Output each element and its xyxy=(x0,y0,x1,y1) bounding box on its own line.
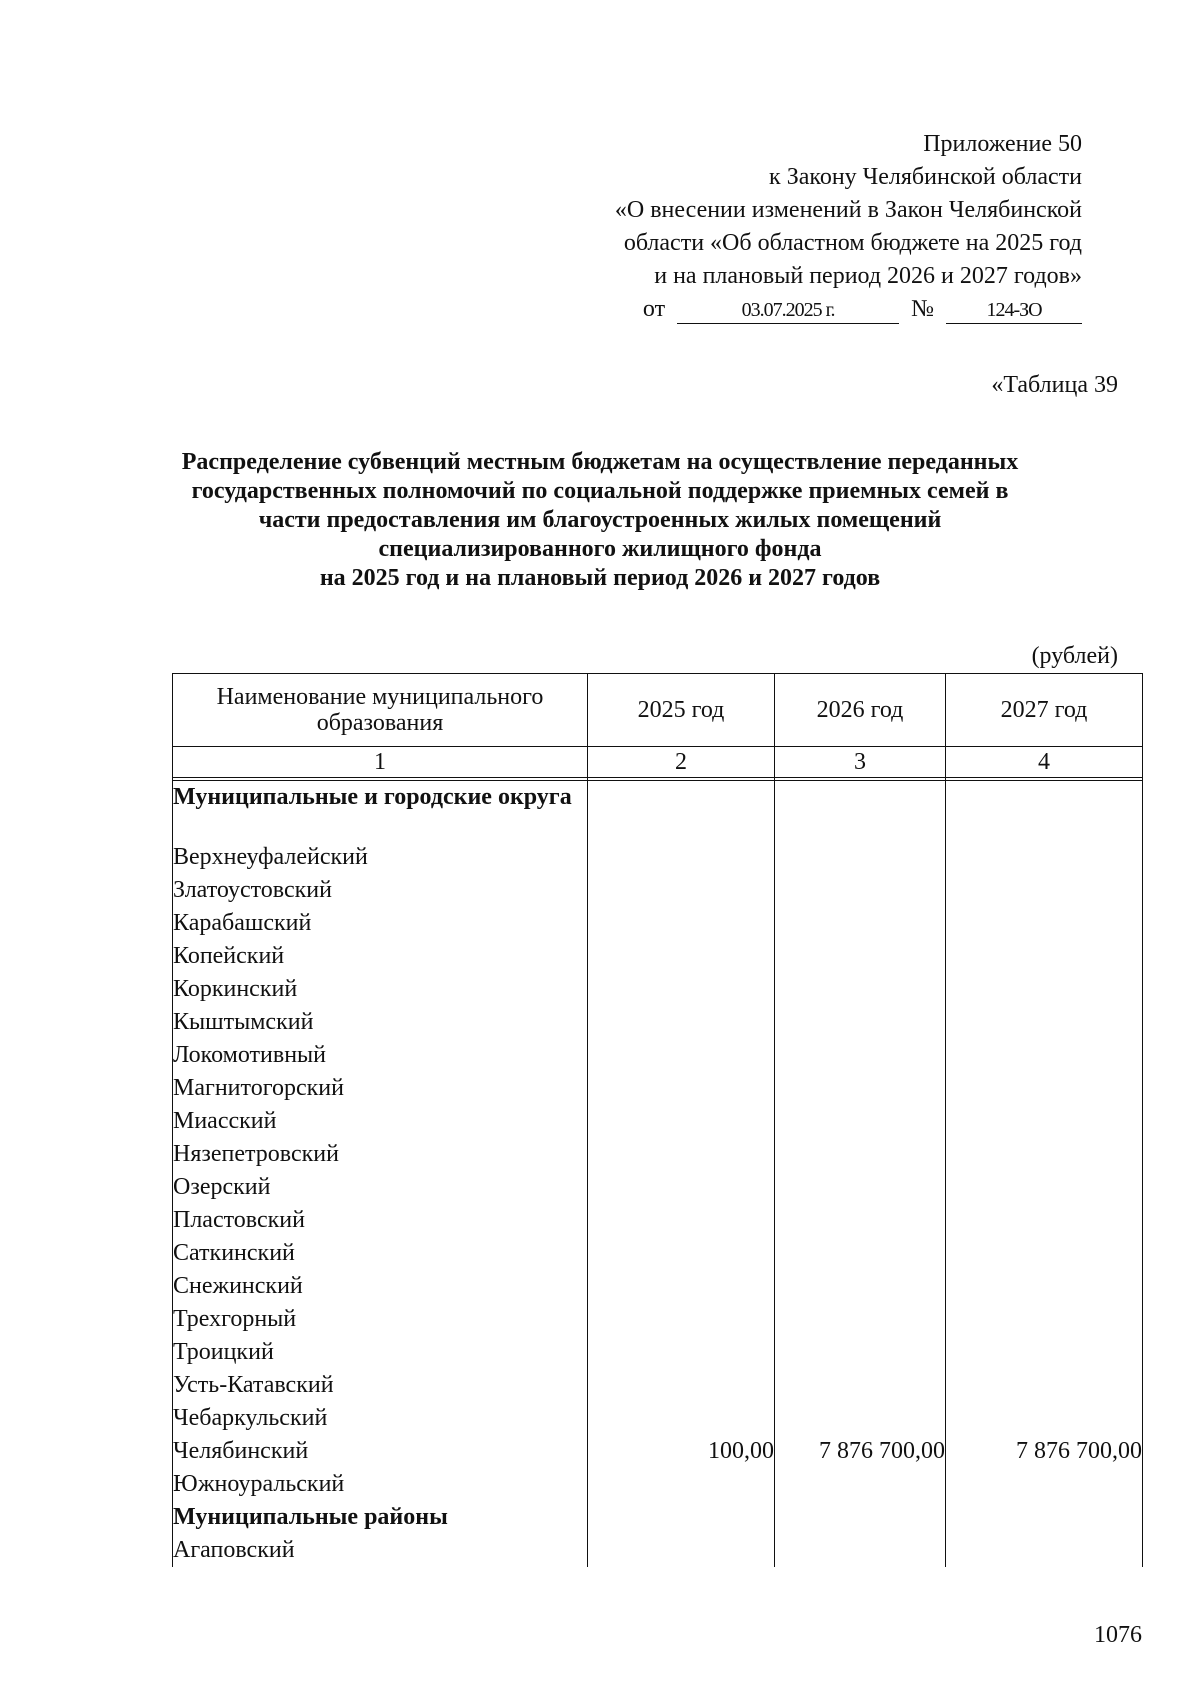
row-value xyxy=(946,907,1142,940)
law-number: 124-ЗО xyxy=(946,297,1082,324)
row-name: Карабашский xyxy=(173,910,312,936)
row-value xyxy=(588,1402,774,1435)
row-value xyxy=(588,907,774,940)
row-value xyxy=(588,1105,774,1138)
row-name: Южноуральский xyxy=(173,1471,345,1497)
names-column xyxy=(173,781,588,1568)
from-label: от xyxy=(642,296,666,322)
row-value xyxy=(588,874,774,907)
row-value xyxy=(946,1006,1142,1039)
row-value xyxy=(775,1006,945,1039)
row-value xyxy=(775,1402,945,1435)
row-name: Копейский xyxy=(173,943,285,969)
row-value xyxy=(588,1039,774,1072)
col-number: 4 xyxy=(946,747,1143,778)
row-name: Озерский xyxy=(173,1174,271,1200)
values-2025-column xyxy=(588,781,775,1568)
row-value xyxy=(775,1369,945,1402)
row-name: Кыштымский xyxy=(173,1009,314,1035)
title-line: на 2025 год и на плановый период 2026 и 2027 годов xyxy=(319,565,881,591)
row-value xyxy=(946,1270,1142,1303)
row-value xyxy=(775,1303,945,1336)
col-number: 1 xyxy=(173,747,588,778)
title-line: государственных полномочий по социальной поддержке приемных семей в xyxy=(191,478,1009,504)
appendix-line: к Закону Челябинской области xyxy=(769,164,1082,190)
row-name: Златоустовский xyxy=(173,877,332,903)
row-value xyxy=(588,1204,774,1237)
row-value xyxy=(946,1171,1142,1204)
row-value xyxy=(588,940,774,973)
row-value xyxy=(775,907,945,940)
row-value xyxy=(775,1468,945,1501)
subvention-table xyxy=(172,673,1143,1567)
row-value xyxy=(775,1534,945,1567)
row-name: Локомотивный xyxy=(173,1042,327,1068)
row-value xyxy=(946,1039,1142,1072)
row-value xyxy=(588,1171,774,1204)
row-name: Снежинский xyxy=(173,1273,303,1299)
row-value xyxy=(946,1303,1142,1336)
page-number: 1076 xyxy=(1094,1622,1142,1648)
row-value xyxy=(946,1468,1142,1501)
row-name: Пластовский xyxy=(173,1207,305,1233)
document-title xyxy=(150,448,1050,593)
row-value xyxy=(775,1237,945,1270)
law-reference xyxy=(615,293,1082,326)
title-line: части предоставления им благоустроенных жилых помещений xyxy=(258,507,942,533)
title-line: Распределение субвенций местным бюджетам на осуществление переданных xyxy=(181,449,1019,475)
group-heading: Муниципальные районы xyxy=(173,1504,448,1530)
header-2027: 2027 год xyxy=(946,674,1143,747)
row-value xyxy=(588,1006,774,1039)
row-value xyxy=(775,841,945,874)
header-name: Наименование муниципального образования xyxy=(173,674,588,747)
appendix-line: и на плановый период 2026 и 2027 годов» xyxy=(654,263,1082,289)
row-value xyxy=(946,1336,1142,1369)
appendix-line: Приложение 50 xyxy=(923,131,1082,157)
row-value xyxy=(588,1534,774,1567)
row-value xyxy=(588,1303,774,1336)
title-line: специализированного жилищного фонда xyxy=(378,536,822,562)
row-name: Нязепетровский xyxy=(173,1141,339,1167)
row-value xyxy=(775,1105,945,1138)
table-reference: «Таблица 39 xyxy=(991,372,1118,398)
row-value: 100,00 xyxy=(708,1438,774,1464)
row-value xyxy=(946,1072,1142,1105)
row-name: Челябинский xyxy=(173,1438,309,1464)
row-name: Чебаркульский xyxy=(173,1405,328,1431)
row-value xyxy=(946,1138,1142,1171)
row-name: Троицкий xyxy=(173,1339,274,1365)
row-value xyxy=(588,1138,774,1171)
row-name: Саткинский xyxy=(173,1240,295,1266)
col-number: 3 xyxy=(775,747,946,778)
row-value xyxy=(775,1072,945,1105)
law-date: 03.07.2025 г. xyxy=(677,297,899,324)
values-2027-column xyxy=(946,781,1143,1568)
header-2026: 2026 год xyxy=(775,674,946,747)
appendix-line: «О внесении изменений в Закон Челябинской xyxy=(614,197,1082,223)
row-value xyxy=(775,1138,945,1171)
row-name: Миасский xyxy=(173,1108,277,1134)
row-value xyxy=(588,1237,774,1270)
values-2026-column xyxy=(775,781,946,1568)
row-value xyxy=(775,940,945,973)
number-label: № xyxy=(911,296,934,322)
row-value: 7 876 700,00 xyxy=(1016,1438,1142,1464)
row-value xyxy=(946,973,1142,1006)
row-name: Трехгорный xyxy=(173,1306,297,1332)
row-value xyxy=(775,1204,945,1237)
column-number-row xyxy=(173,747,1143,778)
row-value xyxy=(588,1369,774,1402)
row-value xyxy=(946,841,1142,874)
row-value xyxy=(775,1270,945,1303)
row-name: Усть-Катавский xyxy=(173,1372,334,1398)
row-value xyxy=(946,1369,1142,1402)
row-name: Магнитогорский xyxy=(173,1075,344,1101)
header-row xyxy=(173,674,1143,747)
row-value xyxy=(775,1171,945,1204)
col-number: 2 xyxy=(588,747,775,778)
row-value xyxy=(946,1534,1142,1567)
row-value xyxy=(946,1204,1142,1237)
appendix-line: области «Об областном бюджете на 2025 год xyxy=(623,230,1082,256)
row-value: 7 876 700,00 xyxy=(819,1438,945,1464)
row-value xyxy=(946,1105,1142,1138)
table-body xyxy=(173,781,1143,1568)
row-value xyxy=(775,973,945,1006)
header-2025: 2025 год xyxy=(588,674,775,747)
row-value xyxy=(588,1072,774,1105)
row-value xyxy=(588,1270,774,1303)
row-value xyxy=(775,874,945,907)
appendix-header xyxy=(615,128,1082,326)
row-value xyxy=(588,1468,774,1501)
group-heading: Муниципальные и городские округа xyxy=(173,784,572,810)
row-name: Агаповский xyxy=(173,1537,295,1563)
row-value xyxy=(588,973,774,1006)
row-value xyxy=(588,1336,774,1369)
row-value xyxy=(775,1039,945,1072)
row-value xyxy=(946,1402,1142,1435)
row-value xyxy=(946,940,1142,973)
row-value xyxy=(946,1237,1142,1270)
unit-label: (рублей) xyxy=(1031,643,1118,669)
row-name: Коркинский xyxy=(173,976,298,1002)
row-name: Верхнеуфалейский xyxy=(173,844,368,870)
row-value xyxy=(775,1336,945,1369)
row-value xyxy=(946,874,1142,907)
row-value xyxy=(588,841,774,874)
